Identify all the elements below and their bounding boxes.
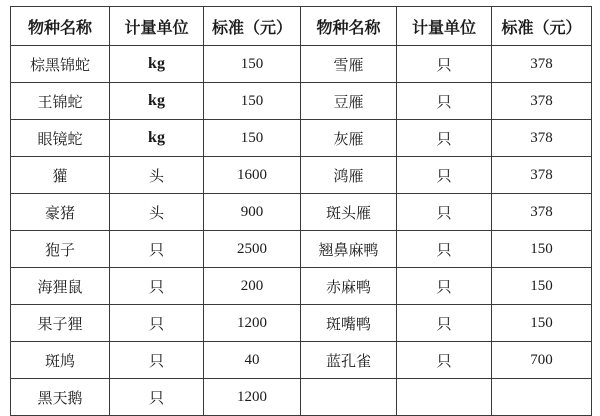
table-row [11,157,592,194]
price-cell: 2500 [204,231,301,268]
price-cell: 150 [204,83,301,120]
price-cell: 378 [492,46,592,83]
header-species-name-right: 物种名称 [301,7,397,46]
unit-cell [397,379,492,416]
species-name-cell: 斑鸠 [11,342,110,379]
species-name-cell: 棕黑锦蛇 [11,46,110,83]
species-name-cell: 雪雁 [301,46,397,83]
unit-cell: 只 [110,342,204,379]
table-row [11,120,592,157]
price-cell: 900 [204,194,301,231]
species-name-cell: 果子狸 [11,305,110,342]
price-cell: 150 [204,120,301,157]
header-species-name-left: 物种名称 [11,7,110,46]
table-row [11,231,592,268]
price-cell [492,379,592,416]
price-cell: 200 [204,268,301,305]
unit-cell: 只 [397,194,492,231]
table-row [11,194,592,231]
species-name-cell: 王锦蛇 [11,83,110,120]
unit-cell: 只 [110,305,204,342]
price-cell: 1600 [204,157,301,194]
price-cell: 378 [492,157,592,194]
unit-cell: 只 [397,46,492,83]
price-cell: 378 [492,83,592,120]
unit-cell: 只 [397,268,492,305]
header-row [11,7,592,46]
unit-cell: 只 [397,305,492,342]
header-unit-left: 计量单位 [110,7,204,46]
species-name-cell: 黑天鹅 [11,379,110,416]
unit-cell: 头 [110,194,204,231]
unit-cell: 只 [397,157,492,194]
table-row [11,268,592,305]
unit-cell: 只 [397,231,492,268]
price-cell: 378 [492,194,592,231]
species-name-cell: 赤麻鸭 [301,268,397,305]
price-cell: 150 [492,231,592,268]
unit-cell: 只 [110,231,204,268]
table-row [11,305,592,342]
species-name-cell: 豆雁 [301,83,397,120]
price-cell: 150 [492,268,592,305]
species-name-cell: 翘鼻麻鸭 [301,231,397,268]
species-name-cell [301,379,397,416]
table-row [11,46,592,83]
price-cell: 378 [492,120,592,157]
species-name-cell: 灰雁 [301,120,397,157]
species-price-table [10,6,592,416]
species-name-cell: 蓝孔雀 [301,342,397,379]
species-price-table-container [10,6,591,408]
price-cell: 1200 [204,305,301,342]
species-name-cell: 狍子 [11,231,110,268]
species-name-cell: 獾 [11,157,110,194]
unit-cell: 只 [397,83,492,120]
species-name-cell: 斑头雁 [301,194,397,231]
unit-cell: 头 [110,157,204,194]
header-standard-price-left: 标准（元） [204,7,301,46]
price-cell: 1200 [204,379,301,416]
species-name-cell: 斑嘴鸭 [301,305,397,342]
species-name-cell: 豪猪 [11,194,110,231]
price-cell: 700 [492,342,592,379]
unit-cell: 只 [397,120,492,157]
price-cell: 150 [204,46,301,83]
unit-cell: kg [110,120,204,157]
species-name-cell: 鸿雁 [301,157,397,194]
table-row [11,342,592,379]
species-name-cell: 眼镜蛇 [11,120,110,157]
table-row [11,379,592,416]
unit-cell: 只 [110,379,204,416]
table-row [11,83,592,120]
header-unit-right: 计量单位 [397,7,492,46]
unit-cell: kg [110,46,204,83]
price-cell: 40 [204,342,301,379]
price-cell: 150 [492,305,592,342]
species-name-cell: 海狸鼠 [11,268,110,305]
unit-cell: 只 [110,268,204,305]
unit-cell: 只 [397,342,492,379]
header-standard-price-right: 标准（元） [492,7,592,46]
unit-cell: kg [110,83,204,120]
